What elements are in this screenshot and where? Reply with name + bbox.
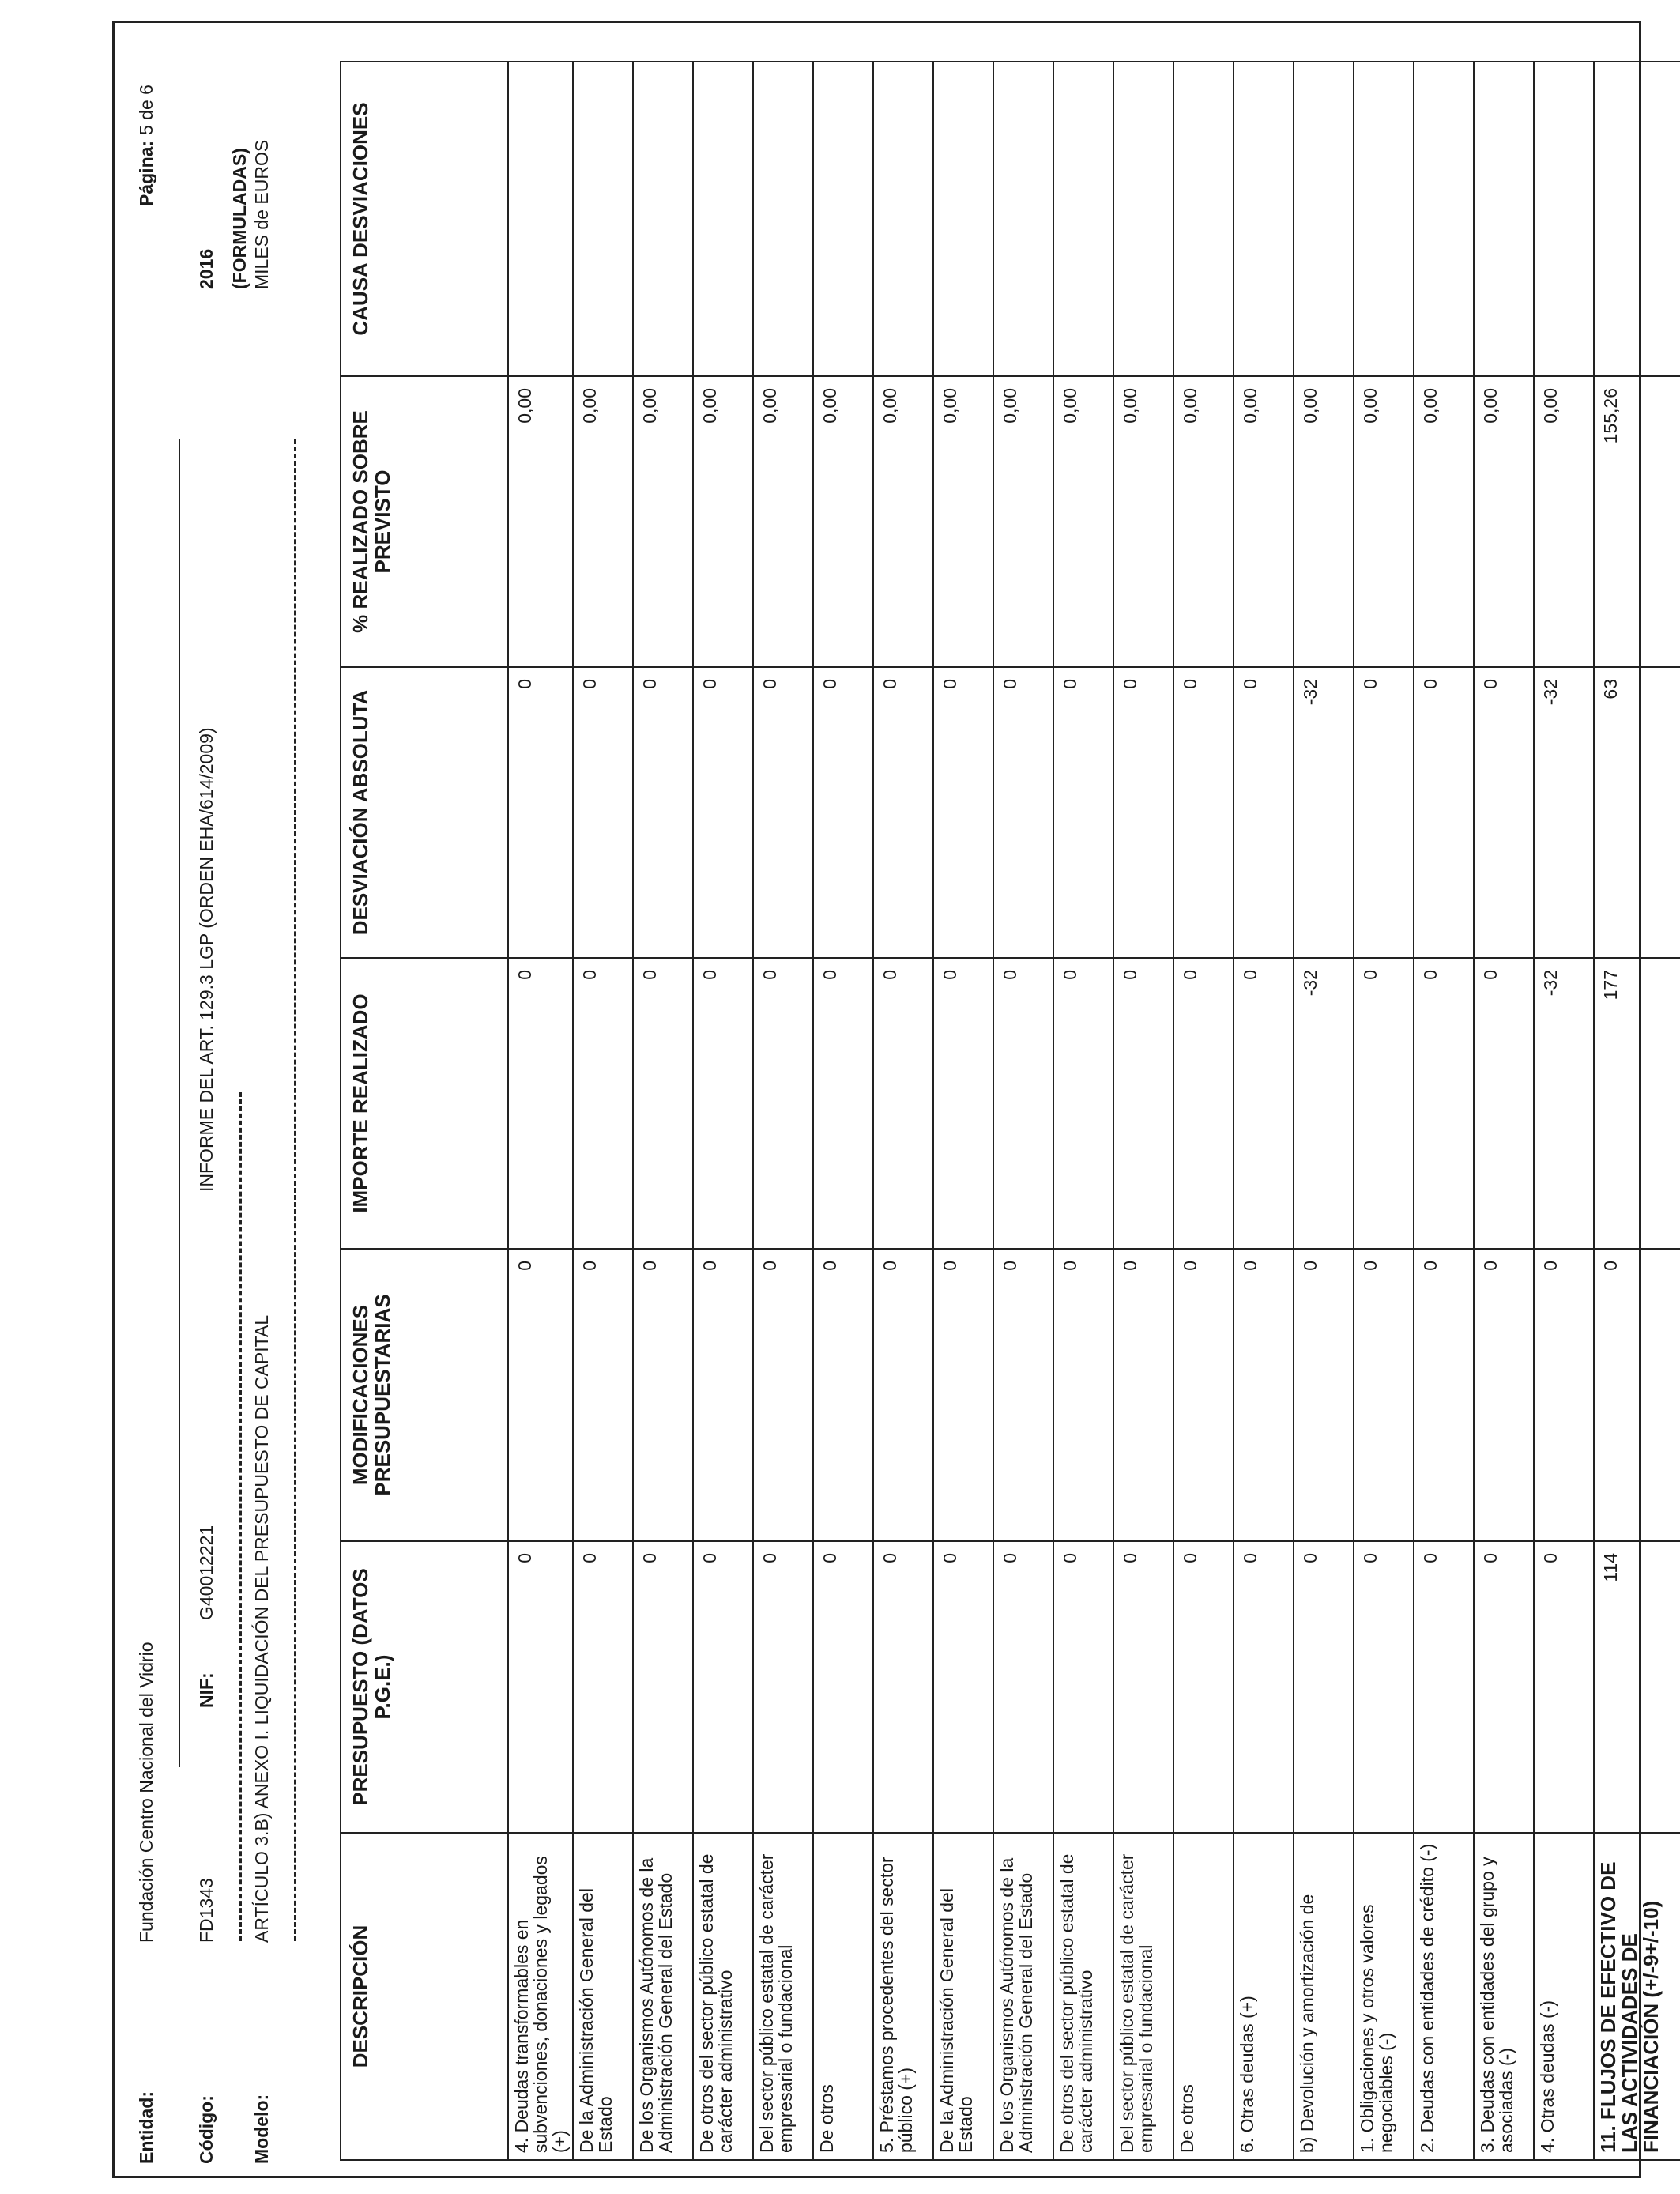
importe-cell: -32 — [1534, 958, 1594, 1249]
row-description: De otros del sector público estatal de carácter administrativo — [1053, 1833, 1113, 2160]
presupuesto-cell: 0 — [573, 1541, 633, 1833]
table-row — [1534, 62, 1594, 2160]
modificaciones-cell: 0 — [1053, 1249, 1113, 1541]
formuladas-label: (FORMULADAS) — [229, 148, 250, 289]
col-header-importe: IMPORTE REALIZADO — [341, 958, 508, 1249]
porcentaje-cell: 0,00 — [633, 376, 693, 667]
porcentaje-cell: 0,00 — [1234, 376, 1294, 667]
row-description: 2. Deudas con entidades de crédito (-) — [1414, 1833, 1474, 2160]
table-row — [1474, 62, 1534, 2160]
porcentaje-cell: 0,00 — [693, 376, 753, 667]
presupuesto-cell: 0 — [1234, 1541, 1294, 1833]
nif-value: G40012221 — [196, 1525, 217, 1620]
modificaciones-cell: 0 — [1234, 1249, 1294, 1541]
porcentaje-cell: 0,00 — [1354, 376, 1414, 667]
desviacion-cell: 0 — [933, 667, 993, 958]
desviacion-cell: 0 — [693, 667, 753, 958]
modificaciones-cell: 0 — [753, 1249, 813, 1541]
desviacion-cell: 0 — [1173, 667, 1234, 958]
porcentaje-cell: 0,00 — [1113, 376, 1173, 667]
presupuesto-cell: 0 — [993, 1541, 1053, 1833]
row-description: 1. Obligaciones y otros valores negociables (-) — [1354, 1833, 1414, 2160]
importe-cell: 0 — [993, 958, 1053, 1249]
col-header-presupuesto: PRESUPUESTO (DATOS P.G.E.) — [341, 1541, 508, 1833]
porcentaje-cell: 0,00 — [933, 376, 993, 667]
modificaciones-cell: 0 — [633, 1249, 693, 1541]
presupuesto-cell: 0 — [753, 1541, 813, 1833]
importe-cell: 0 — [933, 958, 993, 1249]
entidad-label: Entidad: — [136, 2091, 156, 2164]
row-description: De la Administración General del Estado — [933, 1833, 993, 2160]
row-description: De la Administración General del Estado — [573, 1833, 633, 2160]
codigo-label: Código: — [196, 2095, 217, 2164]
informe-title: INFORME DEL ART. 129.3 LGP (ORDEN EHA/614/2009) — [196, 727, 217, 1192]
causa-cell — [813, 62, 873, 376]
desviacion-cell: -32 — [1534, 667, 1594, 958]
importe-cell: 0 — [1474, 958, 1534, 1249]
importe-cell: 0 — [873, 958, 933, 1249]
modelo-value: ARTÍCULO 3.B) ANEXO I. LIQUIDACIÓN DEL PRESUPUESTO DE CAPITAL — [251, 1314, 272, 1943]
table-header-row — [341, 62, 508, 2160]
table-row — [508, 62, 573, 2160]
causa-cell — [573, 62, 633, 376]
importe-cell: 0 — [813, 958, 873, 1249]
causa-cell — [1053, 62, 1113, 376]
importe-cell: 0 — [508, 958, 573, 1249]
modificaciones-cell: 0 — [933, 1249, 993, 1541]
presupuesto-cell: 0 — [693, 1541, 753, 1833]
causa-cell — [1534, 62, 1594, 376]
porcentaje-cell: 0,00 — [508, 376, 573, 667]
row-description: De los Organismos Autónomos de la Administración General del Estado — [633, 1833, 693, 2160]
importe-cell: 0 — [633, 958, 693, 1249]
porcentaje-cell: 0,00 — [1053, 376, 1113, 667]
col-header-descripcion: DESCRIPCIÓN — [341, 1833, 508, 2160]
row-description: Del sector público estatal de carácter empresarial o fundacional — [753, 1833, 813, 2160]
row-description: 4. Deudas transformables en subvenciones, donaciones y legados (+) — [508, 1833, 573, 2160]
porcentaje-cell: 0,00 — [993, 376, 1053, 667]
desviacion-cell: 0 — [1053, 667, 1113, 958]
entidad-value: Fundación Centro Nacional del Vidrio — [136, 1642, 156, 1943]
presupuesto-cell: 0 — [1113, 1541, 1173, 1833]
desviacion-cell: 0 — [1234, 667, 1294, 958]
table-row — [693, 62, 753, 2160]
col-header-modificaciones: MODIFICACIONES PRESUPUESTARIAS — [341, 1249, 508, 1541]
total-row — [1594, 62, 1680, 2160]
desviacion-cell: 0 — [813, 667, 873, 958]
total-description: 11. FLUJOS DE EFECTIVO DE LAS ACTIVIDADES DE FINANCIACIÓN (+/-9+/-10) — [1594, 1833, 1680, 2160]
total-causa-cell — [1594, 62, 1680, 376]
causa-cell — [933, 62, 993, 376]
desviacion-cell: 0 — [1113, 667, 1173, 958]
total-porcentaje-cell: 155,26 — [1594, 376, 1680, 667]
row-description: 4. Otras deudas (-) — [1534, 1833, 1594, 2160]
porcentaje-cell: 0,00 — [813, 376, 873, 667]
report-year: 2016 — [196, 248, 217, 289]
codigo-value: FD1343 — [196, 1878, 217, 1943]
table-row — [993, 62, 1053, 2160]
porcentaje-cell: 0,00 — [873, 376, 933, 667]
causa-cell — [508, 62, 573, 376]
importe-cell: 0 — [1354, 958, 1414, 1249]
table-row — [1234, 62, 1294, 2160]
total-importe-cell: 177 — [1594, 958, 1680, 1249]
importe-cell: 0 — [1113, 958, 1173, 1249]
modificaciones-cell: 0 — [993, 1249, 1053, 1541]
pagina-label: Página: — [136, 140, 156, 206]
desviacion-cell: 0 — [993, 667, 1053, 958]
importe-cell: 0 — [1414, 958, 1474, 1249]
causa-cell — [633, 62, 693, 376]
desviacion-cell: 0 — [1414, 667, 1474, 958]
table-row — [1354, 62, 1414, 2160]
dashed-rule-upper — [239, 1092, 242, 1941]
table-row — [933, 62, 993, 2160]
table-row — [1173, 62, 1234, 2160]
row-description: 5. Préstamos procedentes del sector público (+) — [873, 1833, 933, 2160]
table-row — [633, 62, 693, 2160]
desviacion-cell: 0 — [508, 667, 573, 958]
presupuesto-cell: 0 — [1053, 1541, 1113, 1833]
header-rule — [179, 439, 180, 1767]
table-row — [1113, 62, 1173, 2160]
total-presupuesto-cell: 114 — [1594, 1541, 1680, 1833]
importe-cell: 0 — [753, 958, 813, 1249]
importe-cell: -32 — [1294, 958, 1354, 1249]
desviacion-cell: 0 — [1474, 667, 1534, 958]
table-row — [1294, 62, 1354, 2160]
table-row — [1414, 62, 1474, 2160]
presupuesto-cell: 0 — [1474, 1541, 1534, 1833]
modificaciones-cell: 0 — [1294, 1249, 1354, 1541]
modificaciones-cell: 0 — [1474, 1249, 1534, 1541]
modificaciones-cell: 0 — [813, 1249, 873, 1541]
modificaciones-cell: 0 — [1354, 1249, 1414, 1541]
presupuesto-cell: 0 — [1173, 1541, 1234, 1833]
porcentaje-cell: 0,00 — [573, 376, 633, 667]
row-description: Del sector público estatal de carácter empresarial o fundacional — [1113, 1833, 1173, 2160]
modificaciones-cell: 0 — [1113, 1249, 1173, 1541]
desviacion-cell: 0 — [873, 667, 933, 958]
presupuesto-cell: 0 — [508, 1541, 573, 1833]
desviacion-cell: 0 — [1354, 667, 1414, 958]
causa-cell — [1354, 62, 1414, 376]
causa-cell — [1234, 62, 1294, 376]
presupuesto-cell: 0 — [813, 1541, 873, 1833]
modificaciones-cell: 0 — [508, 1249, 573, 1541]
desviacion-cell: 0 — [573, 667, 633, 958]
causa-cell — [873, 62, 933, 376]
budget-table — [340, 61, 1680, 2161]
porcentaje-cell: 0,00 — [1534, 376, 1594, 667]
dashed-rule-lower — [294, 439, 296, 1941]
importe-cell: 0 — [1173, 958, 1234, 1249]
table-row — [753, 62, 813, 2160]
modelo-label: Modelo: — [251, 2094, 272, 2164]
modificaciones-cell: 0 — [1414, 1249, 1474, 1541]
causa-cell — [1113, 62, 1173, 376]
table-row — [873, 62, 933, 2160]
modificaciones-cell: 0 — [693, 1249, 753, 1541]
table-row — [573, 62, 633, 2160]
presupuesto-cell: 0 — [1414, 1541, 1474, 1833]
unidad-label: MILES de EUROS — [251, 139, 272, 289]
causa-cell — [1294, 62, 1354, 376]
porcentaje-cell: 0,00 — [1294, 376, 1354, 667]
col-header-porcentaje: % REALIZADO SOBRE PREVISTO — [341, 376, 508, 667]
importe-cell: 0 — [1234, 958, 1294, 1249]
col-header-desviacion: DESVIACIÓN ABSOLUTA — [341, 667, 508, 958]
total-modificaciones-cell: 0 — [1594, 1249, 1680, 1541]
row-description: De otros del sector público estatal de carácter administrativo — [693, 1833, 753, 2160]
modificaciones-cell: 0 — [1534, 1249, 1594, 1541]
porcentaje-cell: 0,00 — [753, 376, 813, 667]
table-row — [1053, 62, 1113, 2160]
modificaciones-cell: 0 — [873, 1249, 933, 1541]
table-row — [813, 62, 873, 2160]
modificaciones-cell: 0 — [573, 1249, 633, 1541]
desviacion-cell: 0 — [633, 667, 693, 958]
row-description: 3. Deudas con entidades del grupo y asociadas (-) — [1474, 1833, 1534, 2160]
causa-cell — [1173, 62, 1234, 376]
causa-cell — [693, 62, 753, 376]
presupuesto-cell: 0 — [1354, 1541, 1414, 1833]
presupuesto-cell: 0 — [933, 1541, 993, 1833]
porcentaje-cell: 0,00 — [1414, 376, 1474, 667]
row-description: De otros — [813, 1833, 873, 2160]
presupuesto-cell: 0 — [1294, 1541, 1354, 1833]
porcentaje-cell: 0,00 — [1474, 376, 1534, 667]
causa-cell — [993, 62, 1053, 376]
importe-cell: 0 — [693, 958, 753, 1249]
row-description: De otros — [1173, 1833, 1234, 2160]
importe-cell: 0 — [573, 958, 633, 1249]
total-desviacion-cell: 63 — [1594, 667, 1680, 958]
porcentaje-cell: 0,00 — [1173, 376, 1234, 667]
presupuesto-cell: 0 — [873, 1541, 933, 1833]
presupuesto-cell: 0 — [1534, 1541, 1594, 1833]
nif-label: NIF: — [196, 1672, 217, 1708]
presupuesto-cell: 0 — [633, 1541, 693, 1833]
col-header-causa: CAUSA DESVIACIONES — [341, 62, 508, 376]
row-description: 6. Otras deudas (+) — [1234, 1833, 1294, 2160]
row-description: b) Devolución y amortización de — [1294, 1833, 1354, 2160]
causa-cell — [1474, 62, 1534, 376]
row-description: De los Organismos Autónomos de la Administración General del Estado — [993, 1833, 1053, 2160]
pagina-value: 5 de 6 — [136, 85, 156, 135]
desviacion-cell: 0 — [753, 667, 813, 958]
causa-cell — [1414, 62, 1474, 376]
desviacion-cell: -32 — [1294, 667, 1354, 958]
importe-cell: 0 — [1053, 958, 1113, 1249]
causa-cell — [753, 62, 813, 376]
modificaciones-cell: 0 — [1173, 1249, 1234, 1541]
